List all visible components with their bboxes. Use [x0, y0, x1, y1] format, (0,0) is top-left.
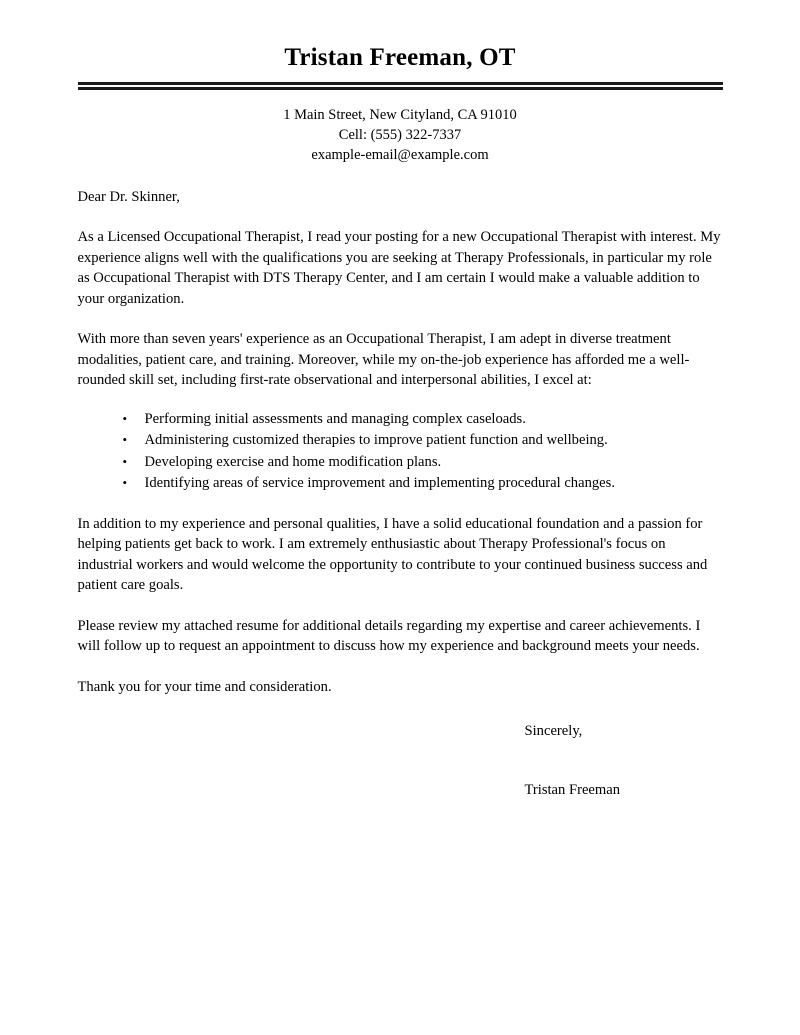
list-item: [123, 409, 723, 430]
closing-salutation: Sincerely,: [524, 723, 583, 739]
letterhead: [0, 0, 800, 165]
paragraph-intro: As a Licensed Occupational Therapist, I read your posting for a new Occupational Therapist with interest. My experience aligns well with the qualifications you are seeking at Therapy Professionals, in particular my role as Occupational Therapist with DTS Therapy Center, and I am certain I would make a valuable addition to your organization.: [77, 229, 721, 307]
bullet-point-icon: •: [122, 410, 128, 426]
contact-phone: Cell: (555) 322-7337: [338, 126, 462, 143]
bullet-point-icon: •: [122, 453, 128, 469]
contact-address: 1 Main Street, New Cityland, CA 91010: [283, 106, 517, 123]
header-rule-lower: [78, 87, 723, 90]
list-item-label: Identifying areas of service improvement and implementing procedural changes.: [144, 475, 615, 491]
list-item: [123, 430, 723, 451]
paragraph-education: In addition to my experience and personal qualities, I have a solid educational foundation and a passion for helping patients get back to work. I am extremely enthusiastic about Therapy Professional's focus on industrial workers and would welcome the opportunity to contribute to your continued business success and patient care goals.: [77, 515, 708, 593]
signature-block: [78, 721, 723, 800]
list-item-label: Administering customized therapies to improve patient function and wellbeing.: [144, 432, 608, 448]
paragraph-call-to-action: Please review my attached resume for additional details regarding my expertise and career achievements. I will follow up to request an appointment to discuss how my experience and background meets your needs.: [77, 617, 701, 654]
header-double-rule: [78, 82, 723, 90]
applicant-name-heading: Tristan Freeman, OT: [284, 44, 516, 71]
signature-name: Tristan Freeman: [524, 781, 621, 798]
list-item-label: Performing initial assessments and managing complex caseloads.: [144, 410, 526, 427]
paragraph-thank-you: Thank you for your time and consideration.: [77, 678, 332, 695]
bullet-point-icon: •: [122, 432, 128, 447]
salutation: Dear Dr. Skinner,: [77, 188, 180, 205]
list-item: [123, 452, 723, 473]
list-item: [123, 473, 723, 494]
letter-body: [78, 165, 723, 801]
skills-bullet-list: [78, 409, 723, 494]
paragraph-experience: With more than seven years' experience as an Occupational Therapist, I am adept in diverse treatment modalities, patient care, and training. Moreover, while my on-the-job experience has afforded me a well-rounded skill set, including first-rate observational and interpersonal abilities, I excel at:: [77, 331, 690, 388]
contact-block: [0, 105, 800, 165]
contact-email: example-email@example.com: [311, 146, 489, 163]
bullet-point-icon: •: [122, 475, 128, 490]
list-item-label: Developing exercise and home modification plans.: [144, 453, 442, 470]
